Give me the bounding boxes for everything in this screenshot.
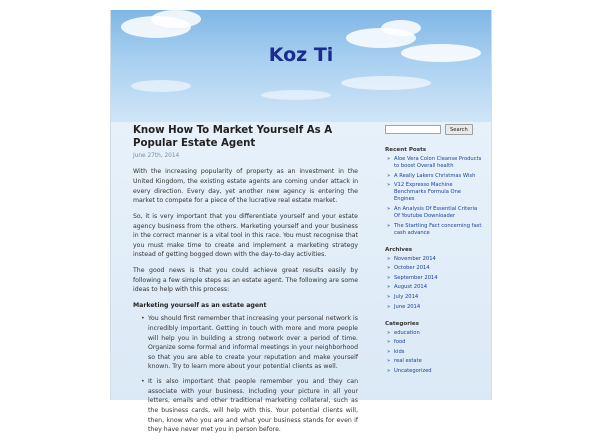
arrow-icon: » <box>387 205 391 212</box>
category-item <box>387 349 483 356</box>
bullet-icon: • <box>141 315 145 323</box>
recent-post-item <box>387 223 483 237</box>
list-item <box>141 377 358 435</box>
archives-widget <box>385 247 483 311</box>
arrow-icon: » <box>387 274 391 281</box>
post-paragraph: So, it is very important that you differentiate yourself and your estate agency business from the others. Marketing yourself and your business in the correct manner is a vital tool in this race. You must recognise that you must make time to create and implement a marketing strategy instead of getting bogged down with the day-to-day activities. <box>133 212 358 259</box>
category-link[interactable]: kids <box>394 348 405 355</box>
list-item <box>141 314 358 372</box>
arrow-icon: » <box>387 172 391 179</box>
category-link[interactable]: Uncategorized <box>394 368 432 375</box>
category-item <box>387 358 483 365</box>
arrow-icon: » <box>387 368 391 375</box>
search-button[interactable]: Search <box>445 124 473 135</box>
categories-widget <box>385 321 483 375</box>
header-sky-banner <box>111 10 491 122</box>
bullet-icon: • <box>141 378 145 386</box>
category-item <box>387 330 483 337</box>
category-item <box>387 339 483 346</box>
arrow-icon: » <box>387 339 391 346</box>
recent-post-item <box>387 206 483 220</box>
archive-link[interactable]: September 2014 <box>394 274 438 281</box>
archive-item <box>387 275 483 282</box>
post-date: June 27th, 2014 <box>133 152 180 159</box>
recent-post-link[interactable]: The Startling Fact concerning fast cash advance <box>394 222 482 236</box>
sidebar <box>385 124 483 385</box>
recent-post-item <box>387 173 483 180</box>
main-content <box>133 125 358 440</box>
arrow-icon: » <box>387 329 391 336</box>
post-subheading: Marketing yourself as an estate agent <box>133 301 267 309</box>
post-paragraph: The good news is that you could achieve great results easily by following a few simple steps as an estate agent. The following are some ideas to help with this process: <box>133 266 358 294</box>
recent-posts-widget <box>385 147 483 237</box>
arrow-icon: » <box>387 284 391 291</box>
arrow-icon: » <box>387 358 391 365</box>
category-link[interactable]: education <box>394 329 420 336</box>
archive-item <box>387 304 483 311</box>
bullet-text: It is also important that people remember you and they can associate with your business. Including your picture in all your letters, emails and other traditional marketing collateral, such as the business cards, will help with this. Your potential clients will, then, know who you are and what your business stands for even if they have never met you in person before. <box>148 378 358 434</box>
recent-post-link[interactable]: A Really Lakers Christmas Wish <box>394 172 476 179</box>
widget-title: Categories <box>385 320 419 327</box>
post-title-link[interactable]: Know How To Market Yourself As A Popular Estate Agent <box>133 125 333 149</box>
arrow-icon: » <box>387 156 391 162</box>
arrow-icon: » <box>387 255 391 262</box>
archive-link[interactable]: August 2014 <box>394 284 428 291</box>
archive-item <box>387 294 483 301</box>
widget-title: Recent Posts <box>385 147 427 153</box>
recent-post-item <box>387 156 483 170</box>
category-link[interactable]: food <box>394 339 406 346</box>
archive-item <box>387 284 483 291</box>
post-bullet-list <box>133 314 358 434</box>
arrow-icon: » <box>387 265 391 272</box>
arrow-icon: » <box>387 182 391 189</box>
search-input[interactable] <box>385 125 441 134</box>
archive-link[interactable]: October 2014 <box>394 265 430 272</box>
arrow-icon: » <box>387 348 391 355</box>
archive-item <box>387 265 483 272</box>
recent-post-item <box>387 182 483 203</box>
archive-item <box>387 256 483 263</box>
post-paragraph: With the increasing popularity of property as an investment in the United Kingdom, the existing estate agents are coming under attack in every direction. Every day, yet another new agency is entering the market to compete for a piece of the lucrative real estate market. <box>133 168 358 205</box>
archive-link[interactable]: June 2014 <box>394 303 421 310</box>
widget-title: Archives <box>385 246 413 253</box>
search-form <box>385 124 483 135</box>
page-wrapper <box>110 10 492 434</box>
recent-post-link[interactable]: Aloe Vera Colon Cleanse Products to boost Overall health <box>394 156 482 170</box>
category-link[interactable]: real estate <box>394 358 422 365</box>
recent-post-link[interactable]: V12 Expresso Machine Benchmarks Formula One Engines <box>394 182 462 203</box>
arrow-icon: » <box>387 303 391 310</box>
arrow-icon: » <box>387 222 391 229</box>
arrow-icon: » <box>387 293 391 300</box>
category-item <box>387 368 483 375</box>
bullet-text: You should first remember that increasing your personal network is incredibly important. Getting in touch with more and more people will help you in building a strong network over a period of time. Organize some formal and informal meetings in your neighborhood so that you are able to create your reputation and make yourself known. Try to learn more about your potential clients as well. <box>148 315 358 371</box>
archive-link[interactable]: July 2014 <box>394 293 419 300</box>
recent-post-link[interactable]: An Analysis Of Essential Criteria Of Youtube Downloader <box>394 205 478 219</box>
archive-link[interactable]: November 2014 <box>394 255 436 262</box>
blog-title-link[interactable]: Koz Ti <box>268 44 334 66</box>
